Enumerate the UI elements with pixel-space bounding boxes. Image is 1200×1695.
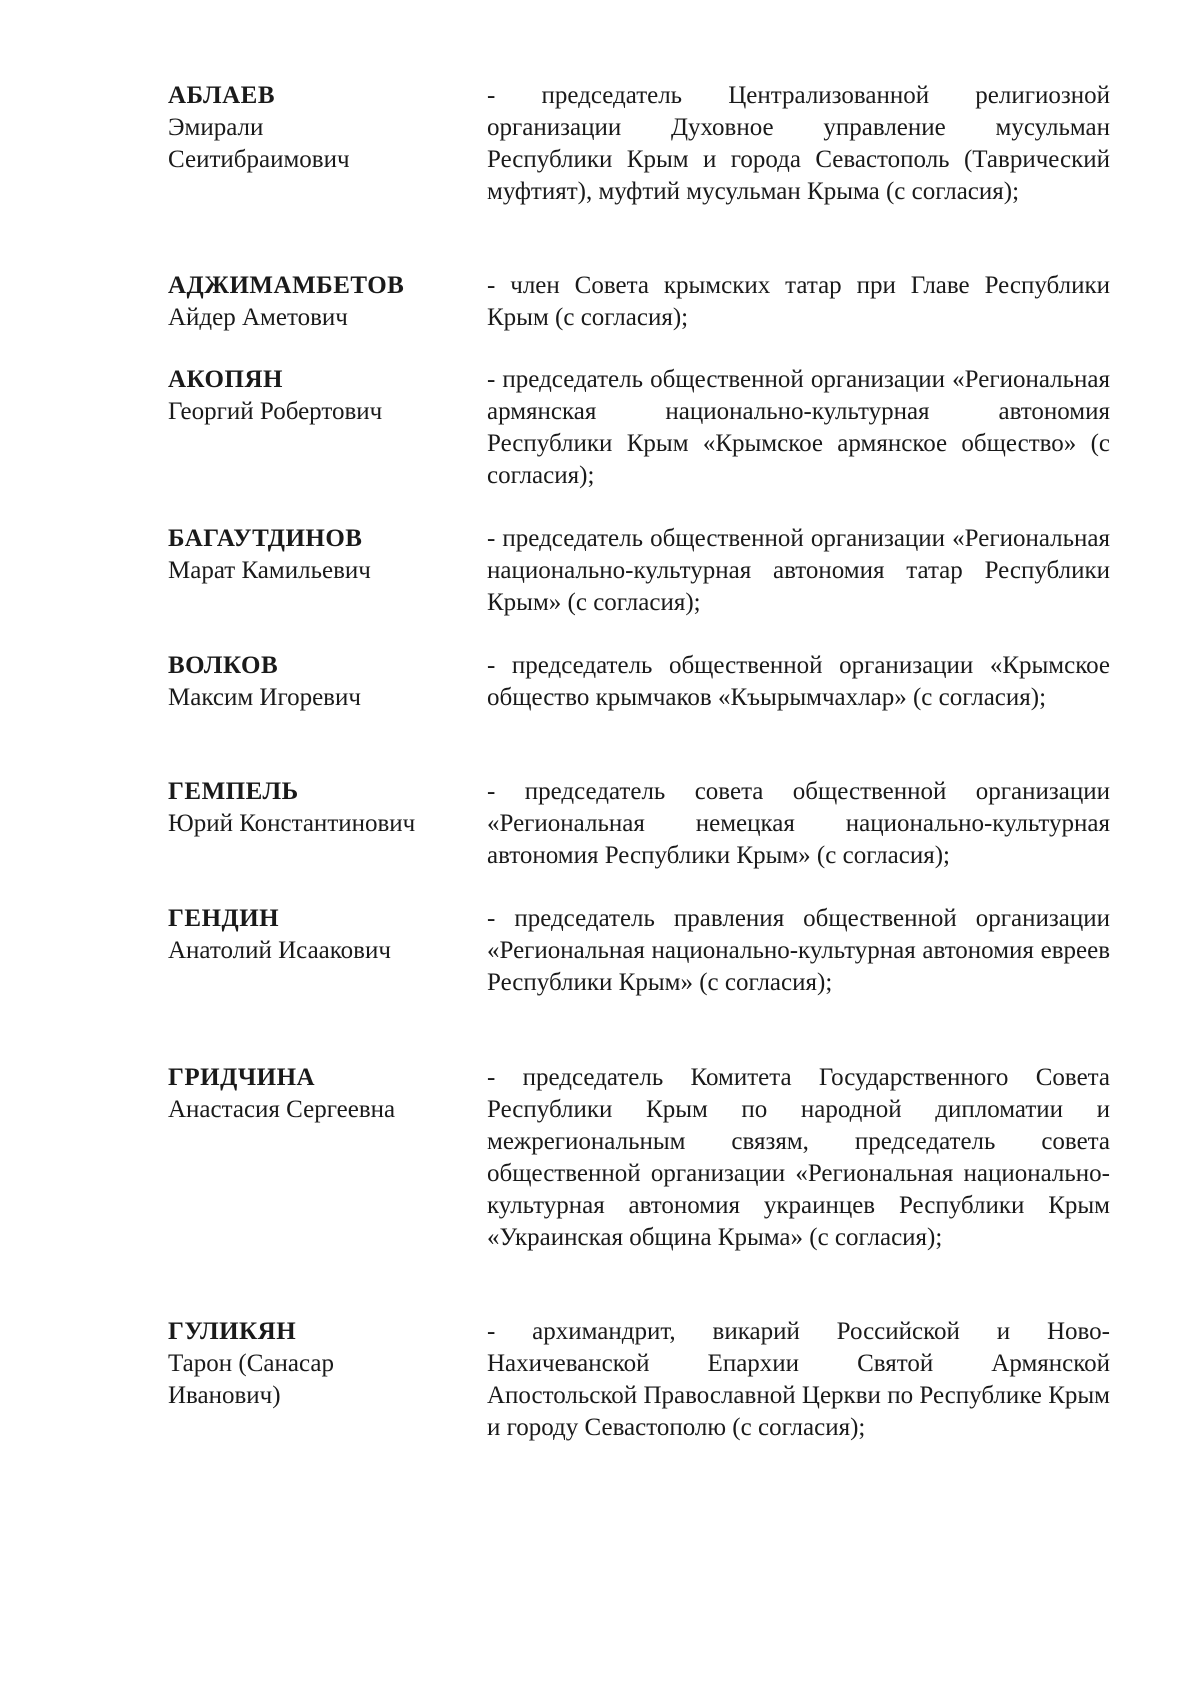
- member-description: - председатель общественной организации «Региональная армянская национально-культурная автономия Республики Крым «Крымское армянское общество» (с согласия);: [487, 366, 1110, 489]
- member-name: [168, 270, 468, 334]
- member-description: - архимандрит, викарий Российской и Ново-Нахичеванской Епархии Святой Армянской Апостольской Православной Церкви по Республике Крым и городу Севастополю (с согласия);: [487, 1318, 1110, 1441]
- member-description: - председатель Комитета Государственного Совета Республики Крым по народной дипломатии и межрегиональным связям, председатель совета общественной организации «Региональная национально-культурная автономия украинцев Республики Крым «Украинская община Крыма» (с согласия);: [487, 1064, 1110, 1251]
- member-surname: БАГАУТДИНОВ: [168, 525, 363, 552]
- member-description: - председатель правления общественной организации «Региональная национально-культурная автономия евреев Республики Крым» (с согласия);: [487, 905, 1110, 996]
- member-surname: АДЖИМАМБЕТОВ: [168, 272, 405, 299]
- member-surname: АБЛАЕВ: [168, 82, 275, 109]
- member-name: [168, 776, 468, 840]
- member-surname: ГРИДЧИНА: [168, 1064, 316, 1091]
- member-name: [168, 1062, 468, 1126]
- member-name: [168, 903, 468, 967]
- member-name: [168, 523, 468, 587]
- member-name: [168, 650, 468, 714]
- member-surname: ГЕНДИН: [168, 905, 280, 932]
- member-given-name: Тарон (Санасар: [168, 1350, 334, 1377]
- member-description: - председатель общественной организации «Региональная национально-культурная автономия татар Республики Крым» (с согласия);: [487, 525, 1110, 616]
- member-given-name: Айдер Аметович: [168, 304, 348, 331]
- member-given-name: Анастасия Сергеевна: [168, 1096, 396, 1123]
- member-surname: ВОЛКОВ: [168, 652, 279, 679]
- member-description: - председатель совета общественной организации «Региональная немецкая национально-культурная автономия Республики Крым» (с согласия);: [487, 778, 1110, 869]
- member-given-name: Георгий Робертович: [168, 398, 383, 425]
- member-name: [168, 364, 468, 428]
- member-description: - председатель Централизованной религиозной организации Духовное управление мусульман Республики Крым и города Севастополь (Таврический муфтият), муфтий мусульман Крыма (с согласия);: [487, 82, 1110, 205]
- member-given-name: Юрий Константинович: [168, 810, 416, 837]
- member-name: [168, 80, 468, 176]
- member-description: - председатель общественной организации «Крымское общество крымчаков «Къырымчахлар» (с согласия);: [487, 652, 1110, 711]
- member-name: [168, 1316, 468, 1412]
- member-surname: АКОПЯН: [168, 366, 283, 393]
- member-given-name: Марат Камильевич: [168, 557, 371, 584]
- member-given-name: Максим Игоревич: [168, 684, 361, 711]
- member-surname: ГЕМПЕЛЬ: [168, 778, 299, 805]
- member-given-name: Эмирали: [168, 114, 264, 141]
- member-surname: ГУЛИКЯН: [168, 1318, 297, 1345]
- member-patronymic: Иванович): [168, 1382, 281, 1409]
- member-given-name: Анатолий Исаакович: [168, 937, 391, 964]
- member-patronymic: Сеитибраимович: [168, 146, 350, 173]
- member-description: - член Совета крымских татар при Главе Республики Крым (с согласия);: [487, 272, 1110, 331]
